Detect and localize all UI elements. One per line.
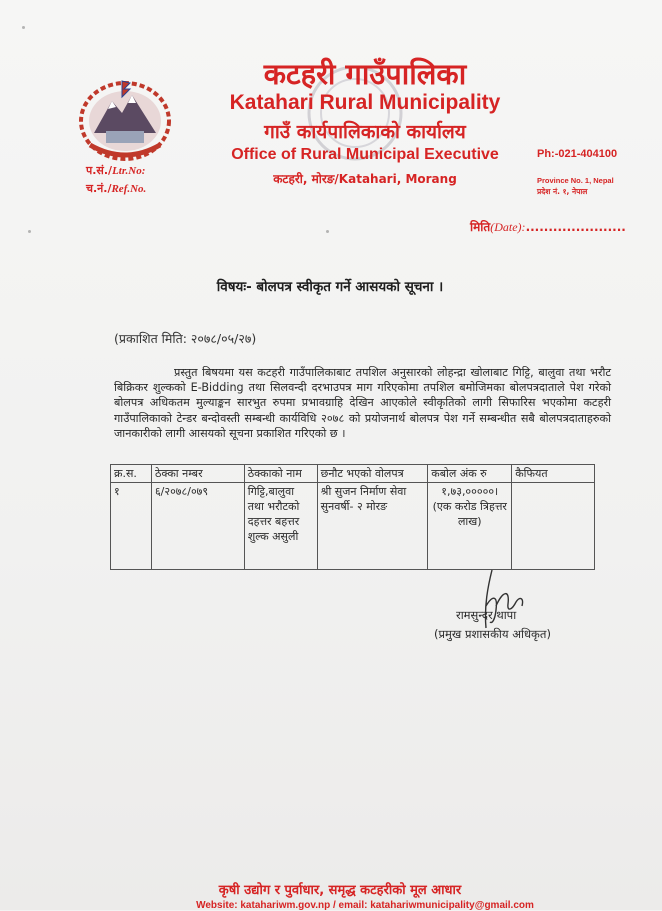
header-contract-name: ठेक्काको नाम bbox=[244, 465, 317, 483]
header-serial: क्र.स. bbox=[111, 465, 152, 483]
office-address: कटहरी, मोरङ/Katahari, Morang bbox=[273, 172, 457, 186]
cell-remarks bbox=[512, 483, 595, 570]
cell-contract-name: गिट्टि,बालुवा तथा भरौटको दहत्तर बहत्तर शुल्क असुली bbox=[244, 483, 317, 570]
cell-serial: १ bbox=[111, 483, 152, 570]
cell-selected-bid: श्री सुजन निर्माण सेवा सुनवर्षी- २ मोरङ bbox=[317, 483, 428, 570]
table-row bbox=[111, 483, 595, 570]
published-date: (प्रकाशित मिति: २०७८/०५/२७) bbox=[114, 331, 257, 346]
date-line: मिति(Date):...................... bbox=[470, 220, 626, 234]
header-contract-number: ठेक्का नम्बर bbox=[151, 465, 244, 483]
office-name-np: गाउँ कार्यपालिकाको कार्यालय bbox=[264, 121, 466, 143]
header-selected-bid: छनौट भएको वोलपत्र bbox=[317, 465, 428, 483]
footer-slogan: कृषी उद्योग र पुर्वाधार, समृद्ध कटहरीको मूल आधार bbox=[218, 883, 462, 898]
municipality-name-np: कटहरी गाउँपालिका bbox=[263, 57, 467, 91]
province-np: प्रदेश नं. १, नेपाल bbox=[537, 187, 588, 196]
nepal-emblem-icon bbox=[70, 75, 180, 163]
province-en: Province No. 1, Nepal bbox=[537, 176, 614, 185]
notice-paragraph-text: प्रस्तुत बिषयमा यस कटहरी गाउँपालिकाबाट तपशिल अनुसारको लोहन्द्रा खोलाबाट गिट्टि, बालुवा तथा भरौट बिक्रिकर शुल्कको E-Bidding तथा सिलवन्दी दरभाउपत्र माग गरिएकोमा तपशिल बमोजिमका बोलपत्रदाताले पेश गरेको बोलपत्र अधिकतम मुल्याङ्कन सारभुत रुपमा प्रभावग्राहि देखिन आएकोले स्वीकृतिको लागी सिफारिस भएकोमा कटहरी गाउँपालिकाको टेन्डर बन्दोवस्ती सम्बन्धी कार्यविधि २०७८ को प्रयोजनार्थ बोलपत्र पेश गर्ने सम्बन्धीत सबै बोलपत्रदाताहरुको जानकारीको लागी आसयको सूचना प्रकाशित गरिएको छ । bbox=[114, 366, 611, 440]
table-header-row bbox=[111, 465, 595, 483]
paper-speck bbox=[326, 230, 329, 233]
reference-number-label: च.नं./Ref.No. bbox=[86, 182, 147, 195]
municipality-name-en: Katahari Rural Municipality bbox=[229, 91, 501, 114]
notice-subject: विषयः- बोलपत्र स्वीकृत गर्ने आसयको सूचना । bbox=[216, 279, 444, 295]
letter-number-label: प.सं./Ltr.No: bbox=[86, 164, 146, 177]
phone-number: Ph:-021-404100 bbox=[537, 148, 618, 160]
header-remarks: कैफियत bbox=[512, 465, 595, 483]
paper-speck bbox=[28, 230, 31, 233]
paper-speck bbox=[22, 26, 25, 29]
footer-website: Website: katahariwm.gov.np / email: katahariwmunicipality@gmail.com bbox=[196, 900, 534, 911]
notice-paragraph bbox=[114, 365, 611, 441]
signatory-name: रामसुन्दर थापा bbox=[456, 608, 517, 622]
cell-bid-amount: १,७३,०००००। (एक करोड त्रिहत्तर लाख) bbox=[428, 483, 512, 570]
office-name-en: Office of Rural Municipal Executive bbox=[231, 146, 499, 163]
header-bid-amount: कबोल अंक रु bbox=[428, 465, 512, 483]
bid-table bbox=[110, 464, 595, 570]
cell-contract-number: ६/२०७८/०७९ bbox=[151, 483, 244, 570]
signatory-title: (प्रमुख प्रशासकीय अधिकृत) bbox=[434, 627, 551, 641]
